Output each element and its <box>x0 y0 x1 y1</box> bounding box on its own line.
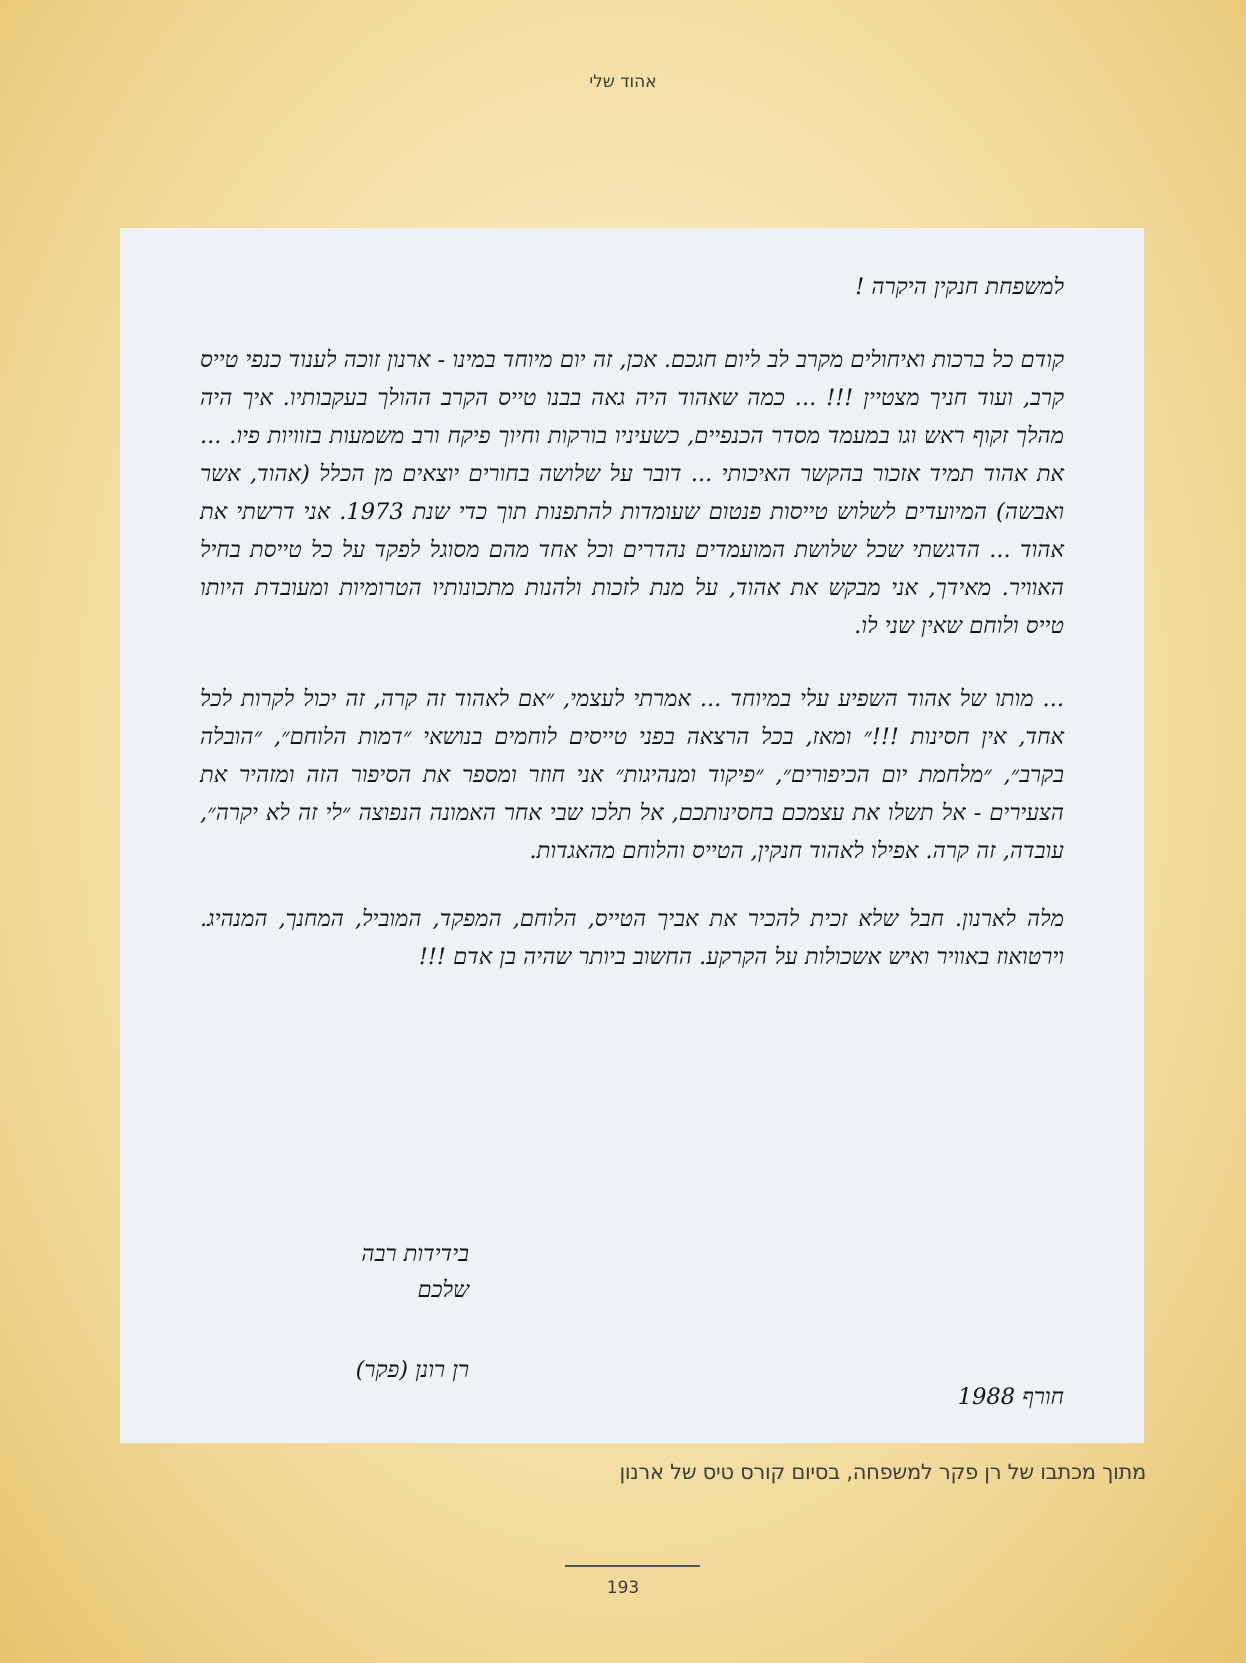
letter-paragraph-1: קודם כל ברכות ואיחולים מקרב לב ליום חגכם. אכן, זה יום מיוחד במינו - ארנון זוכה לענוד כנפי טייס קרב, ועוד חניך מצטיין !!! ... כמה שאהוד היה גאה בבנו טייס הקרב ההולך בעקבותיו. איך היה מהלך זקוף ראש וגו במעמד מסדר הכנפיים, כשעיניו בורקות וחיוך פיקח ורב משמעות בזוויות פיו. ... את אהוד תמיד אזכור בהקשר האיכותי ... דובר על שלושה בחורים יוצאים מן הכלל (אהוד, אשר ואבשה) המיועדים לשלוש טייסות פנטום שעומדות להתפנות תוך כדי שנת 1973. אני דרשתי את אהוד ... הדגשתי שכל שלושת המועמדים נהדרים וכל אחד מהם מסוגל לפקד על כל טייסת בחיל האוויר. מאידך, אני מבקש את אהוד, על מנת לזכות ולהנות מתכונותיו הטרומיות ומעובדת היותו טייס ולוחם שאין שני לו. <box>200 347 1064 639</box>
letter-panel <box>120 228 1144 1443</box>
letter-salutation: למשפחת חנקין היקרה ! <box>855 274 1064 300</box>
footer-divider <box>565 1565 700 1567</box>
letter-signature-block <box>356 1236 469 1388</box>
image-caption: מתוך מכתבו של רן פקר למשפחה, בסיום קורס טיס של ארנון <box>619 1460 1146 1484</box>
signer-name: רן רונן (פקר) <box>355 1357 469 1383</box>
closing-yours: שלכם <box>417 1277 469 1303</box>
page-number: 193 <box>606 1578 640 1598</box>
letter-paragraph-3: מלה לארנון. חבל שלא זכית להכיר את אביך הטייס, הלוחם, המפקד, המוביל, המחנך, המנהיג. וירטואוז באוויר ואיש אשכולות על הקרקע. החשוב ביותר שהיה בן אדם !!! <box>200 906 1064 970</box>
running-header-title: אהוד שלי <box>589 72 657 92</box>
closing-regards: בידידות רבה <box>361 1241 469 1267</box>
letter-date: חורף 1988 <box>957 1384 1064 1410</box>
letter-paragraph-2: ... מותו של אהוד השפיע עלי במיוחד ... אמרתי לעצמי, ״אם לאהוד זה קרה, זה יכול לקרות לכל אחד, אין חסינות !!!״ ומאז, בכל הרצאה בפני טייסים לוחמים בנושאי ״דמות הלוחם״, ״הובלה בקרב״, ״מלחמת יום הכיפורים״, ״פיקוד ומנהיגות״ אני חוזר ומספר את הסיפור הזה ומזהיר את הצעירים - אל תשלו את עצמכם בחסינותכם, אל תלכו שבי אחר האמונה הנפוצה ״לי זה לא יקרה״, עובדה, זה קרה. אפילו לאהוד חנקין, הטייס והלוחם מהאגדות. <box>200 686 1064 864</box>
